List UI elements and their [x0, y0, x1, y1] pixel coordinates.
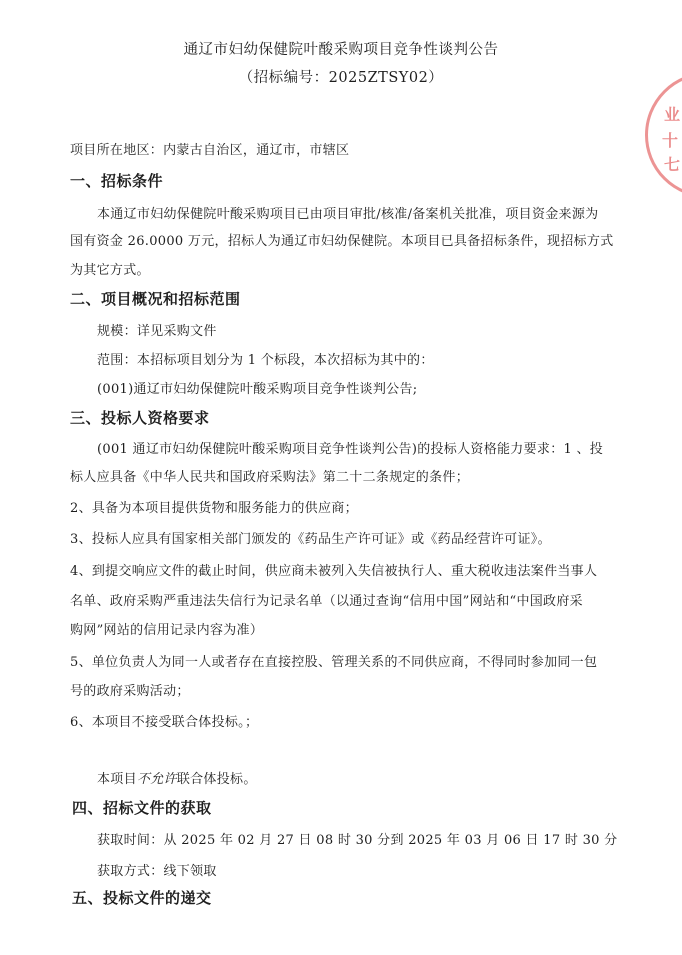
acquisition-time: 获取时间：从 2025 年 02 月 27 日 08 时 30 分到 2025 年 03 月 06 日 17 时 30 分 [97, 833, 618, 848]
consortium-prefix: 本项目 [97, 772, 137, 787]
paragraph-line: 名单、政府采购严重违法失信行为记录名单（以通过查询“信用中国”网站和“中国政府采 [70, 594, 583, 609]
acquisition-method: 获取方式：线下领取 [97, 864, 217, 879]
scope-line: 范围：本招标项目划分为 1 个标段，本次招标为其中的： [97, 353, 434, 368]
paragraph-line: 为其它方式。 [70, 263, 150, 278]
paragraph-line: 2、具备为本项目提供货物和服务能力的供应商； [70, 501, 358, 516]
paragraph-line: 购网”网站的信用记录内容为准） [70, 623, 264, 638]
seal-char: 十 [662, 131, 679, 150]
paragraph-line: (001 通辽市妇幼保健院叶酸采购项目竞争性谈判公告)的投标人资格能力要求：1 、投 [97, 442, 604, 457]
paragraph-line: 4、到提交响应文件的截止时间，供应商未被列入失信被执行人、重大税收违法案件当事人 [70, 564, 598, 579]
consortium-note [97, 768, 257, 787]
consortium-suffix: 联合体投标。 [176, 772, 257, 787]
scale-line: 规模：详见采购文件 [97, 324, 217, 339]
paragraph-line: 本通辽市妇幼保健院叶酸采购项目已由项目审批/核准/备案机关批准，项目资金来源为 [97, 207, 599, 222]
page-title: 通辽市妇幼保健院叶酸采购项目竞争性谈判公告 [183, 42, 499, 58]
paragraph-line: 3、投标人应具有国家相关部门颁发的《药品生产许可证》或《药品经营许可证》。 [70, 532, 551, 547]
paragraph-line: 6、本项目不接受联合体投标。； [70, 715, 259, 730]
section-heading-2: 二、项目概况和招标范围 [70, 290, 241, 308]
section-heading-1: 一、招标条件 [70, 172, 164, 190]
bid-number: （招标编号：2025ZTSY02） [238, 70, 444, 86]
project-location: 项目所在地区：内蒙古自治区，通辽市，市辖区 [70, 143, 350, 158]
paragraph-line: 标人应具备《中华人民共和国政府采购法》第二十二条规定的条件； [70, 470, 470, 485]
seal-char: 业 [664, 105, 681, 124]
paragraph-line: 号的政府采购活动； [70, 684, 190, 699]
lot-line: (001)通辽市妇幼保健院叶酸采购项目竞争性谈判公告; [97, 382, 418, 397]
section-heading-3: 三、投标人资格要求 [70, 409, 210, 427]
section-heading-5: 五、投标文件的递交 [72, 889, 212, 907]
section-heading-4: 四、招标文件的获取 [72, 799, 212, 817]
paragraph-line: 国有资金 26.0000 万元，招标人为通辽市妇幼保健院。本项目已具备招标条件，现招标方式 [70, 234, 614, 249]
paragraph-line: 5、单位负责人为同一人或者存在直接控股、管理关系的不同供应商，不得同时参加同一包 [70, 655, 598, 670]
consortium-emphasis: 不允许 [136, 772, 177, 787]
seal-char: 七 [664, 155, 681, 174]
